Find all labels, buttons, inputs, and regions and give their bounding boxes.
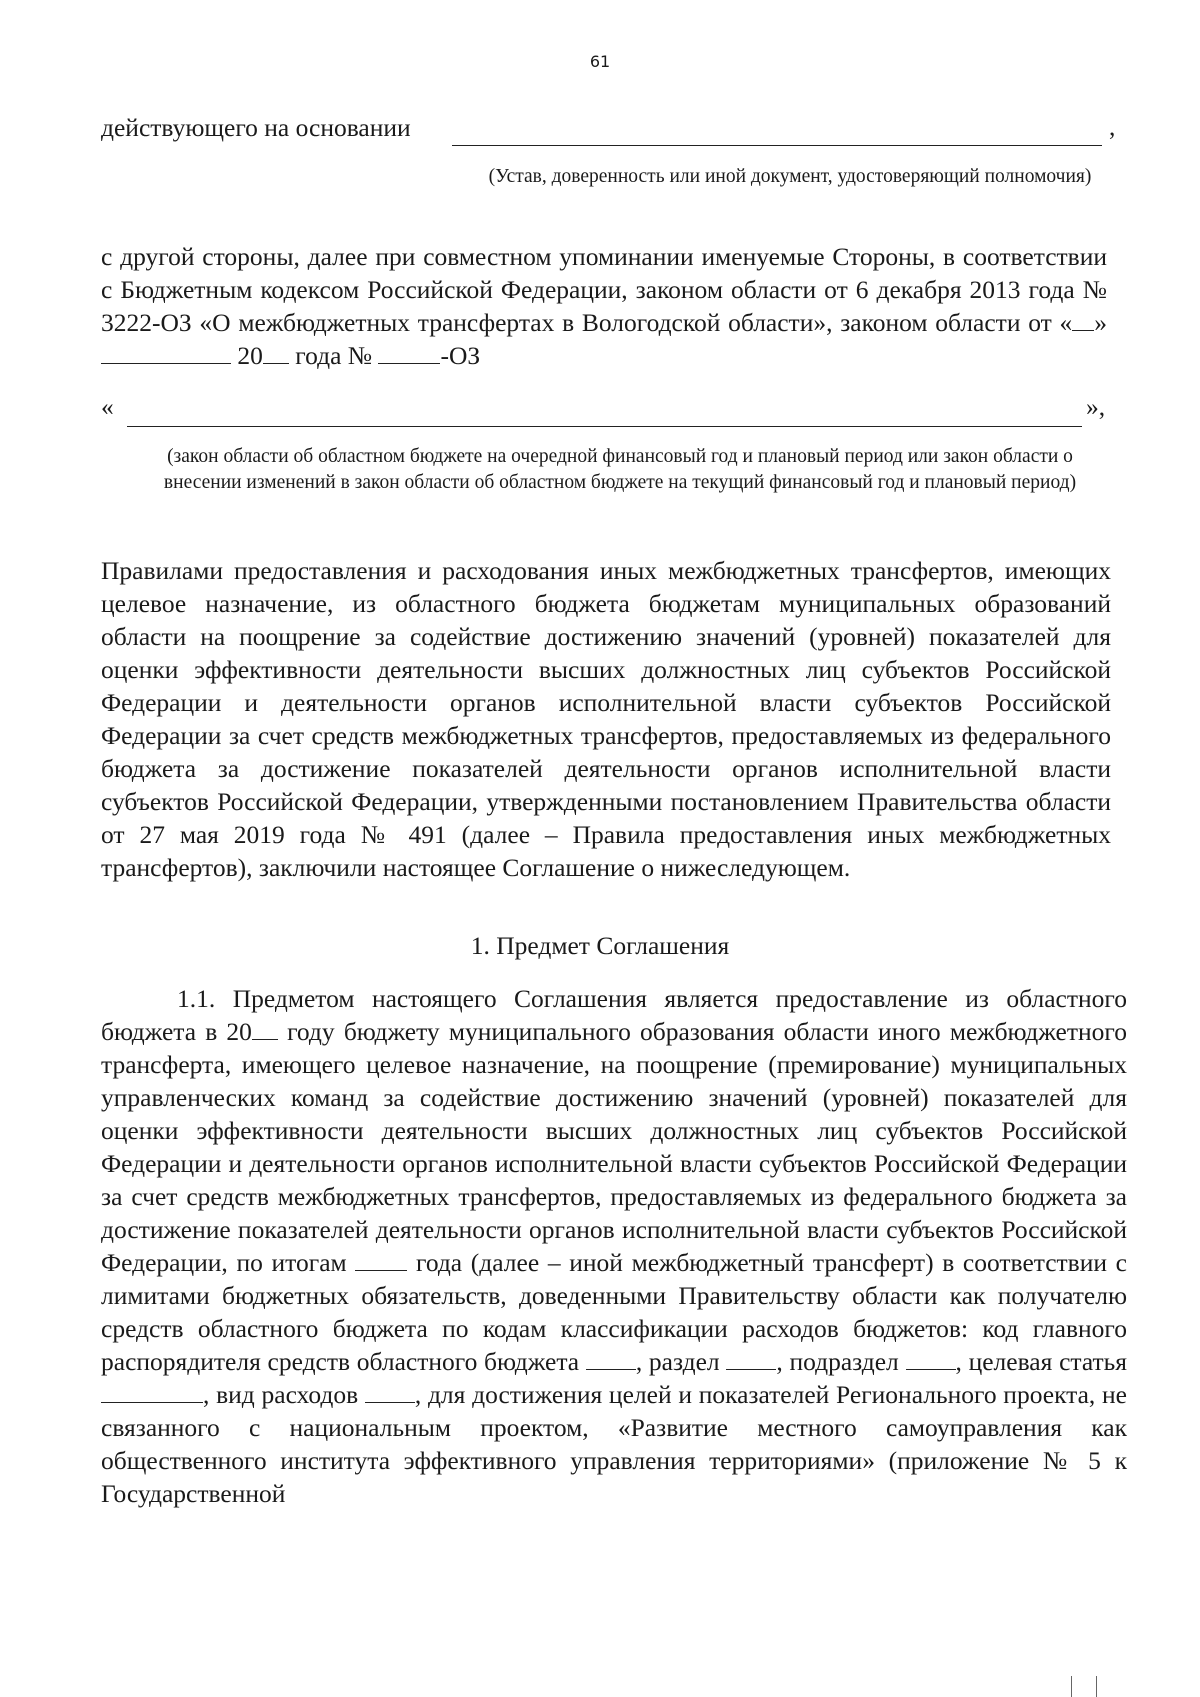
intro-text-1: с другой стороны, далее при совместном упоминании именуемые Стороны, в соответствии с Бюджетным кодексом Российской Федерации, законом области от 6 декабря 2013 года № 3222-ОЗ «О межбюджетных трансфертах в Вологодской области», законом области от « (101, 242, 1107, 337)
page-edge-mark (1071, 1676, 1097, 1697)
law-title-caption: (закон области об областном бюджете на очередной финансовый год и плановый период или закон области о внесении изменений в закон области об областном бюджете на текущий финансовый год и плановый период) (163, 446, 1077, 493)
close-quote: », (1086, 392, 1106, 421)
law-number-blank (378, 343, 440, 364)
s11-text-d: , раздел (635, 1347, 727, 1376)
s11-text-e: , подраздел (776, 1347, 906, 1376)
gr-code-blank (586, 1349, 636, 1370)
budget-year-blank (252, 1019, 278, 1040)
law-year-blank (263, 343, 289, 364)
page-number: 61 (589, 52, 611, 71)
section-1-heading: 1. Предмет Соглашения (470, 931, 730, 960)
section-code-blank (726, 1349, 776, 1370)
acting-basis-label: действующего на основании (101, 113, 411, 142)
law-day-blank (1072, 310, 1094, 331)
basis-document-caption: (Устав, доверенность или иной документ, удостоверяющий полномочия) (488, 166, 1092, 187)
s11-text-c: года (далее – иной межбюджетный трансферт) в соответствии с лимитами бюджетных обязательств, доведенными Правительству области как получателю средств областного бюджета по кодам классификации расходов бюджетов: код главного распорядителя средств областного бюджета (101, 1248, 1127, 1376)
s11-text-f: , целевая статья (955, 1347, 1127, 1376)
intro-paragraph (101, 240, 1107, 372)
s11-text-g: , вид расходов (203, 1380, 365, 1409)
intro-text-5: -ОЗ (440, 341, 481, 370)
intro-text-3: 20 (231, 341, 263, 370)
target-article-blank (101, 1382, 203, 1403)
law-title-row (101, 392, 1111, 428)
acting-basis-row (101, 112, 1116, 146)
intro-text-4: года № (288, 341, 373, 370)
section-1-1-paragraph (101, 982, 1127, 1510)
open-quote: « (101, 392, 114, 421)
law-title-blank-line (127, 426, 1082, 427)
s11-text-b: году бюджету муниципального образования области иного межбюджетного трансферта, имеющего целевое назначение, на поощрение (премирование) муниципальных управленческих команд за содействие достижению значений (уровней) показателей для оценки эффективности деятельности высших должностных лиц субъектов Российской Федерации и деятельности органов исполнительной власти субъектов Российской Федерации за счет средств межбюджетных трансфертов, предоставляемых из федерального бюджета за достижение показателей деятельности органов исполнительной власти субъектов Российской Федерации, по итогам (101, 1017, 1127, 1277)
s11-text-a: 1.1. Предметом настоящего Соглашения является предоставление из областного бюджета в 20 (101, 984, 1127, 1046)
expense-type-blank (365, 1382, 415, 1403)
acting-basis-blank-line (452, 145, 1102, 146)
s11-text-h: , для достижения целей и показателей Регионального проекта, не связанного с национальным проектом, «Развитие местного самоуправления как общественного института эффективного управления территориями» (приложение № 5 к Государственной (101, 1380, 1127, 1508)
intro-text-2: » (1094, 308, 1107, 337)
subsection-code-blank (906, 1349, 956, 1370)
law-month-blank (101, 343, 231, 364)
results-year-blank (355, 1250, 407, 1271)
rules-paragraph: Правилами предоставления и расходования иных межбюджетных трансфертов, имеющих целевое назначение, из областного бюджета бюджетам муниципальных образований области на поощрение за содействие достижению значений (уровней) показателей для оценки эффективности деятельности высших должностных лиц субъектов Российской Федерации и деятельности органов исполнительной власти субъектов Российской Федерации за счет средств межбюджетных трансфертов, предоставляемых из федерального бюджета за достижение показателей деятельности органов исполнительной власти субъектов Российской Федерации, утвержденными постановлением Правительства области от 27 мая 2019 года № 491 (далее – Правила предоставления иных межбюджетных трансфертов), заключили настоящее Соглашение о нижеследующем. (101, 556, 1111, 882)
acting-basis-comma: , (1109, 112, 1116, 141)
